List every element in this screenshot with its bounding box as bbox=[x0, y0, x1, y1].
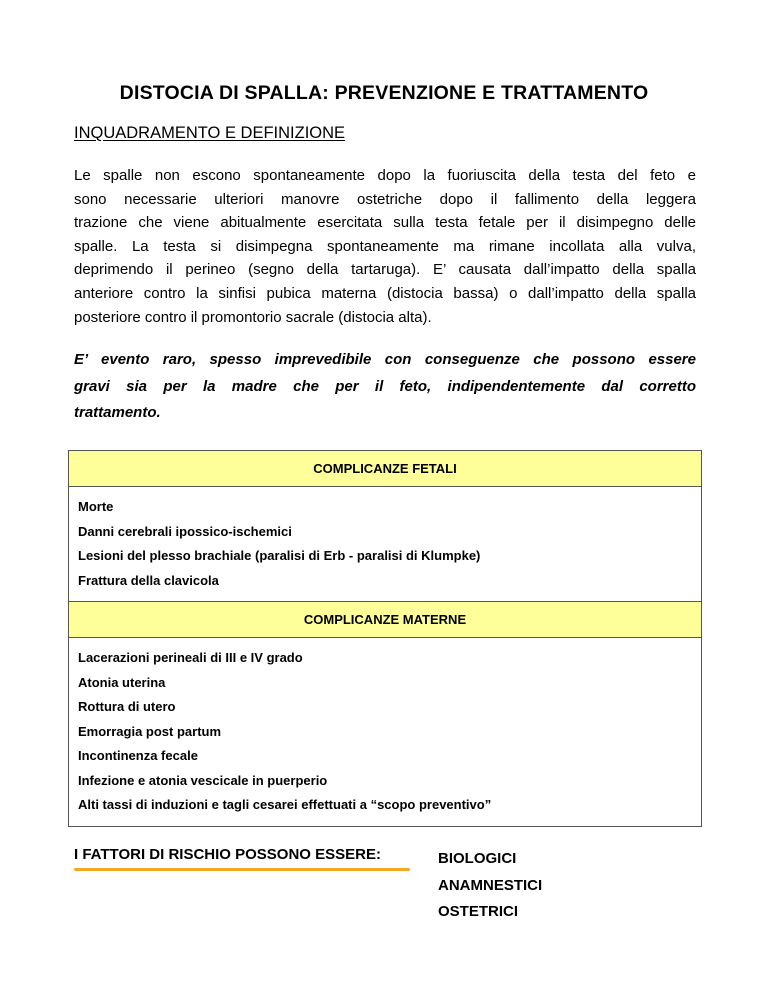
risk-category: BIOLOGICI bbox=[438, 850, 517, 867]
list-item: Danni cerebrali ipossico-ischemici bbox=[78, 523, 292, 539]
list-item: Infezione e atonia vescicale in puerperio bbox=[78, 772, 328, 788]
paragraph-line: posteriore contro il promontorio sacrale (distocia alta). bbox=[74, 308, 432, 326]
paragraph-line: Le spalle non escono spontaneamente dopo la fuoriuscita della testa del feto e bbox=[74, 167, 696, 184]
paragraph-line: anteriore contro la sinfisi pubica materna (distocia bassa) o dall’impatto della spalla bbox=[74, 284, 696, 302]
list-item: Incontinenza fecale bbox=[78, 748, 198, 763]
fetal-complications-list bbox=[69, 487, 702, 602]
emphasis-line: trattamento. bbox=[74, 404, 161, 421]
list-item: Lacerazioni perineali di III e IV grado bbox=[78, 650, 303, 665]
list-item: Rottura di utero bbox=[78, 699, 176, 714]
risk-category: OSTETRICI bbox=[438, 903, 519, 920]
risk-category: ANAMNESTICI bbox=[438, 876, 543, 894]
paragraph-line: deprimendo il perineo (segno della tartaruga). E’ causata dall’impatto della spalla bbox=[74, 261, 696, 279]
risk-label-underline bbox=[74, 868, 410, 871]
list-item: Morte bbox=[78, 499, 114, 514]
complications-table bbox=[68, 450, 702, 827]
risk-categories-list bbox=[438, 846, 542, 926]
emphasis-paragraph bbox=[74, 347, 696, 427]
emphasis-line: E’ evento raro, spesso imprevedibile con conseguenze che possono essere bbox=[74, 351, 696, 368]
risk-factors-label: I FATTORI DI RISCHIO POSSONO ESSERE: bbox=[74, 846, 381, 863]
section-heading: INQUADRAMENTO E DEFINIZIONE bbox=[74, 124, 346, 142]
list-item: Atonia uterina bbox=[78, 674, 166, 690]
list-item: Alti tassi di induzioni e tagli cesarei effettuati a “scopo preventivo” bbox=[78, 797, 492, 812]
paragraph-line: trazione che viene abitualmente esercitata sulla testa fetale per il disimpegno delle bbox=[74, 214, 696, 232]
emphasis-line: gravi sia per la madre che per il feto, indipendentemente dal corretto bbox=[74, 377, 696, 395]
definition-paragraph bbox=[74, 164, 696, 329]
maternal-complications-list bbox=[69, 638, 702, 827]
maternal-complications-header: COMPLICANZE MATERNE bbox=[69, 602, 702, 638]
list-item: Emorragia post partum bbox=[78, 723, 222, 739]
paragraph-line: spalle. La testa si disimpegna spontaneamente ma rimane incollata alla vulva, bbox=[74, 237, 696, 255]
document-title: DISTOCIA DI SPALLA: PREVENZIONE E TRATTAMENTO bbox=[119, 82, 649, 104]
list-item: Frattura della clavicola bbox=[78, 572, 219, 588]
list-item: Lesioni del plesso brachiale (paralisi di Erb - paralisi di Klumpke) bbox=[78, 548, 481, 563]
fetal-complications-header: COMPLICANZE FETALI bbox=[69, 451, 702, 487]
paragraph-line: sono necessarie ulteriori manovre ostetriche dopo il fallimento della leggera bbox=[74, 190, 696, 208]
